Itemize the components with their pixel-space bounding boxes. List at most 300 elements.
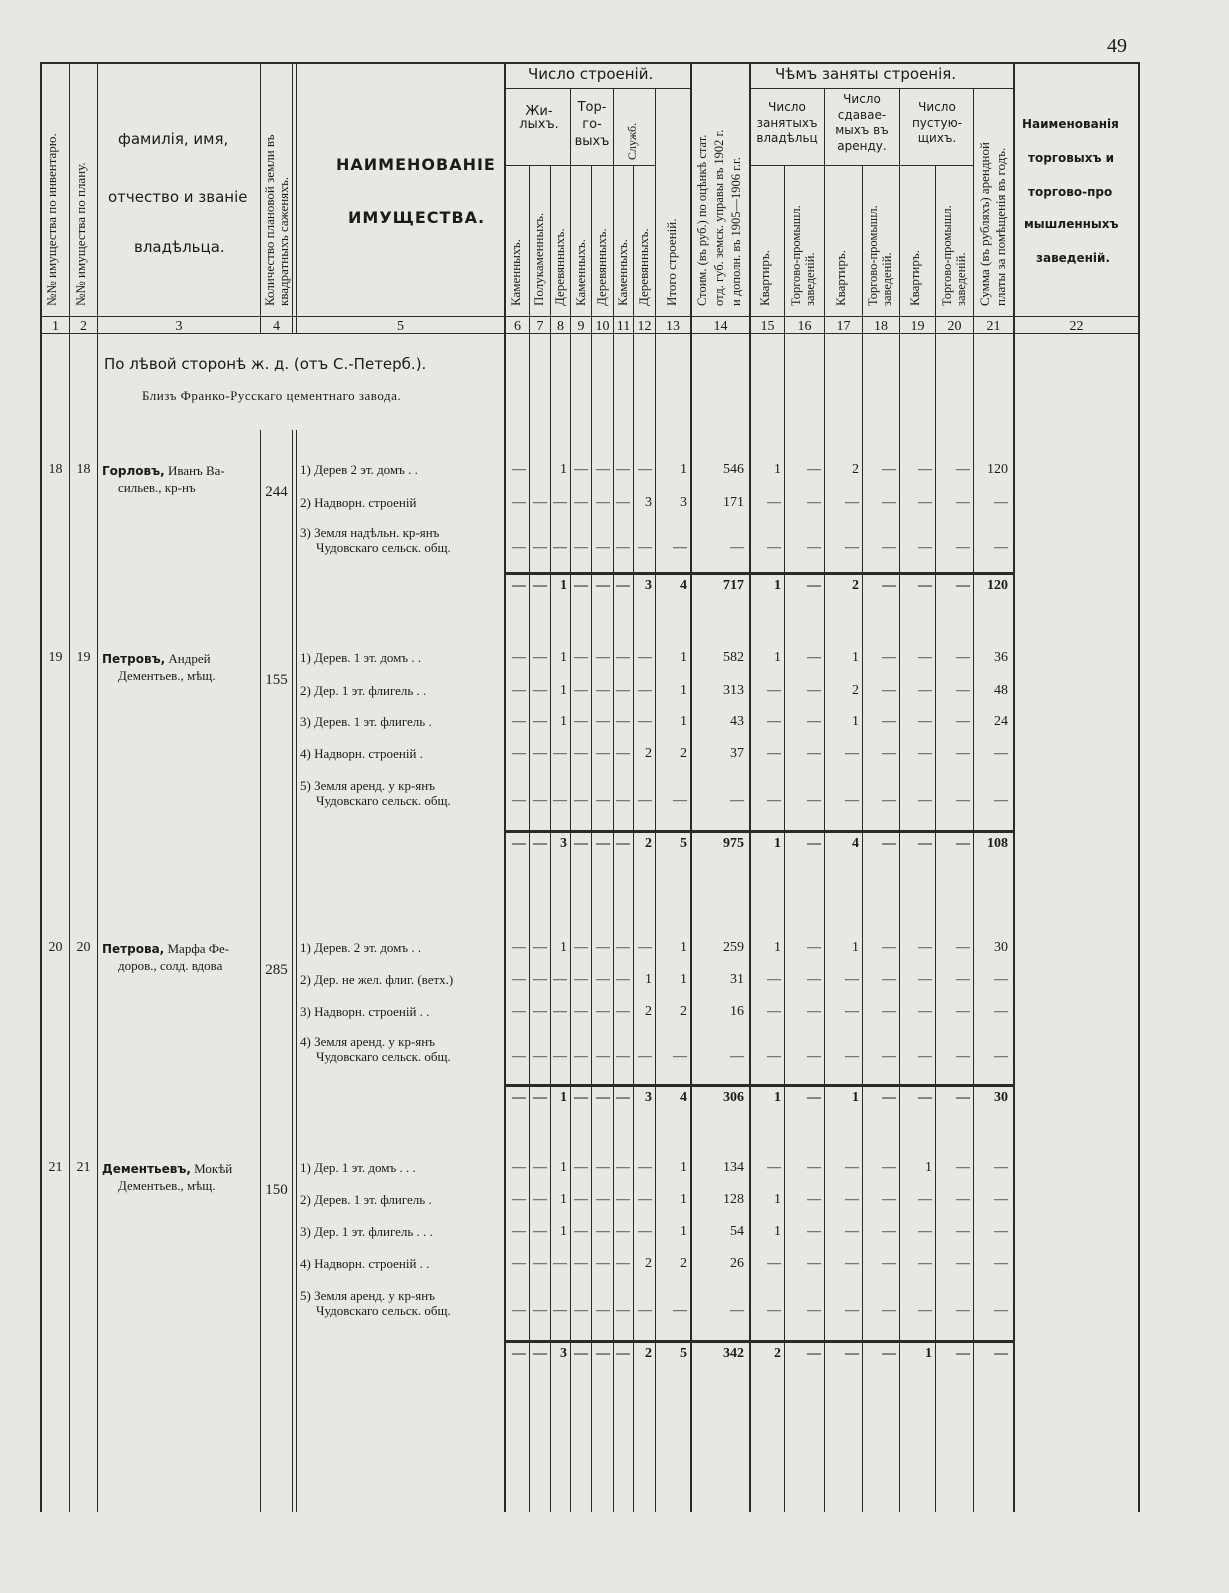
top-rule — [40, 62, 1140, 64]
cell: — — [956, 1256, 970, 1271]
total-cell: — — [807, 1346, 821, 1361]
cell: — — [553, 1004, 567, 1019]
cell: — — [596, 683, 610, 698]
total-cell: — — [882, 836, 896, 851]
total-rule — [506, 1084, 1013, 1087]
cell: — — [767, 495, 781, 510]
cell: — — [767, 972, 781, 987]
header-subrule — [749, 88, 1014, 89]
cell: 582 — [723, 650, 744, 665]
cell: 1 — [680, 462, 687, 477]
owner-name — [102, 462, 225, 480]
cell: — — [807, 793, 821, 808]
cell: — — [638, 1224, 652, 1239]
cell: — — [882, 1049, 896, 1064]
cell: — — [994, 1303, 1008, 1318]
total-cell: — — [596, 1346, 610, 1361]
header-c20: Торгово-промышл. заведеній. — [940, 205, 969, 306]
cell: — — [807, 1303, 821, 1318]
cell: — — [616, 650, 630, 665]
cell: — — [596, 1004, 610, 1019]
cell: — — [596, 972, 610, 987]
cell: 1 — [680, 683, 687, 698]
total-cell: — — [956, 836, 970, 851]
owner-status: Дементьев., мѣщ. — [118, 1178, 216, 1193]
cell: — — [553, 540, 567, 555]
cell: — — [807, 940, 821, 955]
header-group-occupied: Чѣмъ заняты строенія. — [775, 65, 957, 83]
cell: — — [596, 1049, 610, 1064]
total-cell: — — [574, 836, 588, 851]
cell: — — [730, 540, 744, 555]
cell: — — [512, 540, 526, 555]
cell: — — [845, 972, 859, 987]
header-c12: Деревянныхъ. — [636, 228, 651, 306]
cell: — — [807, 1192, 821, 1207]
cell: — — [533, 746, 547, 761]
total-cell: 1 — [774, 578, 781, 593]
property-item: 1) Дерев. 1 эт. домъ . . — [300, 650, 422, 665]
cell: — — [616, 746, 630, 761]
property-item: 2) Дер. не жел. флиг. (ветх.) — [300, 972, 454, 987]
cell: — — [574, 1160, 588, 1175]
col-line — [296, 430, 297, 1512]
cell: 1 — [774, 1192, 781, 1207]
header-c18: Торгово-промышл. заведеній. — [866, 205, 895, 306]
cell: — — [533, 1004, 547, 1019]
header-sub-owner: Число занятыхъ владѣльц — [756, 100, 818, 146]
cell: — — [512, 1224, 526, 1239]
property-item: 3) Земля надѣльн. кр-янъ — [300, 525, 440, 540]
header-sub-residential: Жи-лыхъ. — [519, 104, 559, 132]
cell: — — [845, 1160, 859, 1175]
cell: — — [673, 793, 687, 808]
header-col2: №№ имущества по плану. — [73, 162, 88, 306]
cell: — — [918, 1004, 932, 1019]
cell: 1 — [852, 650, 859, 665]
header-col3-line2: отчество и званіе — [108, 188, 248, 206]
cell: — — [845, 1049, 859, 1064]
cell: — — [994, 793, 1008, 808]
cell: 1 — [852, 940, 859, 955]
cell: — — [918, 746, 932, 761]
total-cell: — — [616, 1346, 630, 1361]
total-cell: 4 — [680, 1090, 687, 1105]
total-rule — [506, 830, 1013, 833]
inventory-number: 20 — [48, 940, 63, 955]
total-cell: — — [918, 578, 932, 593]
col-line — [296, 62, 297, 334]
col-line — [292, 430, 293, 1512]
cell: — — [512, 1004, 526, 1019]
cell: — — [512, 793, 526, 808]
total-cell: — — [807, 836, 821, 851]
cell: — — [767, 1160, 781, 1175]
cell: — — [596, 1256, 610, 1271]
cell: — — [918, 1224, 932, 1239]
total-cell: — — [616, 836, 630, 851]
property-item: 3) Надворн. строеній . . — [300, 1004, 430, 1019]
cell: 1 — [680, 650, 687, 665]
cell: — — [574, 746, 588, 761]
cell: 1 — [925, 1160, 932, 1175]
cell: — — [512, 972, 526, 987]
cell: — — [574, 495, 588, 510]
header-c6: Каменныхъ. — [508, 239, 523, 306]
cell: — — [807, 540, 821, 555]
col-line — [1013, 62, 1015, 1512]
cell: — — [730, 793, 744, 808]
property-item: 2) Дерев. 1 эт. флигель . — [300, 1192, 432, 1207]
total-cell: — — [596, 578, 610, 593]
cell: 1 — [560, 1192, 567, 1207]
total-cell: — — [574, 1346, 588, 1361]
total-cell: 1 — [560, 1090, 567, 1105]
cell: — — [574, 683, 588, 698]
cell: — — [596, 540, 610, 555]
cell: — — [845, 495, 859, 510]
cell: — — [533, 540, 547, 555]
header-col22-line4: мышленныхъ — [1024, 217, 1119, 231]
cell: — — [882, 972, 896, 987]
cell: — — [956, 714, 970, 729]
cell: — — [673, 1049, 687, 1064]
property-item: 1) Дерев. 2 эт. домъ . . — [300, 940, 422, 955]
cell: — — [616, 683, 630, 698]
cell: — — [596, 1303, 610, 1318]
section-subtitle: Близъ Франко-Русскаго цементнаго завода. — [142, 388, 402, 403]
owner-given-name: Иванъ Ва- — [164, 463, 225, 478]
cell: — — [596, 1192, 610, 1207]
total-cell: 2 — [645, 836, 652, 851]
cell: — — [574, 650, 588, 665]
cell: — — [767, 540, 781, 555]
cell: — — [553, 793, 567, 808]
cell: — — [882, 650, 896, 665]
cell: — — [638, 540, 652, 555]
cell: 2 — [852, 462, 859, 477]
cell: 1 — [560, 714, 567, 729]
total-cell: 3 — [560, 836, 567, 851]
total-cell: — — [596, 836, 610, 851]
cell: — — [596, 940, 610, 955]
cell: 1 — [645, 972, 652, 987]
cell: 2 — [645, 1256, 652, 1271]
total-cell: — — [533, 1090, 547, 1105]
cell: — — [596, 650, 610, 665]
total-cell: 3 — [645, 578, 652, 593]
total-cell: — — [956, 1090, 970, 1105]
cell: — — [512, 1192, 526, 1207]
section-title: По лѣвой сторонѣ ж. д. (отъ С.-Петерб.). — [104, 355, 427, 373]
owner-surname: Петрова, — [102, 942, 165, 956]
cell: — — [882, 793, 896, 808]
cell: — — [918, 1049, 932, 1064]
cell: — — [730, 1049, 744, 1064]
colnum: 1 — [52, 319, 59, 334]
colnum: 4 — [273, 319, 280, 334]
cell: 3 — [680, 495, 687, 510]
colnum: 11 — [616, 319, 631, 334]
property-item-cont: Чудовскаго сельск. общ. — [316, 540, 451, 555]
total-cell: 108 — [987, 836, 1008, 851]
colnum: 19 — [910, 319, 925, 334]
cell: — — [918, 495, 932, 510]
cell: — — [638, 462, 652, 477]
inventory-number: 19 — [48, 650, 63, 665]
property-item-cont: Чудовскаго сельск. общ. — [316, 1303, 451, 1318]
cell: — — [882, 495, 896, 510]
plan-number: 19 — [76, 650, 91, 665]
cell: — — [767, 1303, 781, 1318]
cell: — — [882, 940, 896, 955]
header-bottom-rule — [40, 316, 1140, 317]
cell: — — [553, 746, 567, 761]
colnum: 13 — [666, 319, 680, 334]
cell: — — [845, 1004, 859, 1019]
total-cell: 4 — [680, 578, 687, 593]
total-cell: 1 — [774, 836, 781, 851]
header-sub-empty: Число пустую-щихъ. — [911, 100, 963, 146]
cell: — — [807, 495, 821, 510]
cell: 43 — [730, 714, 744, 729]
colnum: 15 — [760, 319, 775, 334]
cell: — — [994, 1160, 1008, 1175]
total-rule — [506, 572, 1013, 575]
cell: — — [956, 540, 970, 555]
cell: — — [956, 1160, 970, 1175]
cell: 2 — [645, 746, 652, 761]
header-subrule — [504, 165, 655, 166]
header-c14-line3: и дополн. въ 1905—1906 г.г. — [729, 157, 743, 306]
total-cell: — — [616, 1090, 630, 1105]
total-cell: 2 — [774, 1346, 781, 1361]
cell: — — [553, 1303, 567, 1318]
total-cell: — — [994, 1346, 1008, 1361]
header-col1: №№ имущества по инвентарю. — [44, 133, 59, 306]
header-col4-line2: квадратныхъ саженяхъ. — [276, 176, 291, 306]
cell: — — [638, 1049, 652, 1064]
cell: — — [533, 495, 547, 510]
total-cell: 3 — [645, 1090, 652, 1105]
cell: — — [533, 1256, 547, 1271]
colnum: 14 — [713, 319, 728, 334]
property-item: 2) Дер. 1 эт. флигель . . — [300, 683, 427, 698]
land-area: 155 — [265, 672, 288, 688]
cell: — — [574, 714, 588, 729]
cell: — — [574, 1224, 588, 1239]
cell: — — [807, 1224, 821, 1239]
colnum: 5 — [397, 319, 404, 334]
cell: — — [512, 495, 526, 510]
cell: — — [918, 462, 932, 477]
cell: 259 — [723, 940, 744, 955]
inventory-number: 18 — [48, 462, 63, 477]
total-cell: — — [596, 1090, 610, 1105]
cell: 1 — [560, 1224, 567, 1239]
property-item: 4) Надворн. строеній . . — [300, 1256, 430, 1271]
total-cell: 975 — [723, 836, 744, 851]
cell: — — [616, 1004, 630, 1019]
cell: — — [882, 462, 896, 477]
total-cell: — — [574, 1090, 588, 1105]
cell: — — [956, 1224, 970, 1239]
total-cell: — — [882, 1090, 896, 1105]
cell: — — [994, 746, 1008, 761]
total-cell: — — [512, 836, 526, 851]
cell: — — [882, 1303, 896, 1318]
cell: — — [767, 1256, 781, 1271]
cell: — — [512, 650, 526, 665]
colnum: 12 — [637, 319, 652, 334]
cell: — — [512, 714, 526, 729]
header-c21-line1: Сумма (въ рубляхъ) арендной — [977, 142, 992, 306]
total-cell: 2 — [852, 578, 859, 593]
page-number: 49 — [1107, 35, 1127, 57]
cell: — — [956, 940, 970, 955]
cell: — — [533, 1224, 547, 1239]
cell: — — [767, 1049, 781, 1064]
total-cell: — — [533, 578, 547, 593]
land-area: 285 — [265, 962, 288, 978]
header-sub-service: Служб. — [625, 122, 639, 160]
plan-number: 20 — [76, 940, 91, 955]
col-line — [69, 62, 70, 1512]
cell: — — [616, 1303, 630, 1318]
header-c16: Торгово-промышл. заведеній. — [789, 205, 818, 306]
header-sub-trade: Тор-го-выхъ — [574, 100, 610, 149]
cell: — — [596, 462, 610, 477]
owner-given-name: Марфа Фе- — [164, 941, 230, 956]
cell: — — [574, 1256, 588, 1271]
header-c21-line2: платы за помѣщенія въ годъ. — [993, 147, 1008, 306]
cell: — — [574, 540, 588, 555]
col-line — [97, 62, 98, 1512]
cell: 1 — [680, 1192, 687, 1207]
total-cell: — — [574, 578, 588, 593]
property-item: 1) Дер. 1 эт. домъ . . . — [300, 1160, 416, 1175]
cell: — — [807, 714, 821, 729]
cell: — — [512, 746, 526, 761]
cell: — — [512, 1256, 526, 1271]
property-item: 5) Земля аренд. у кр-янъ — [300, 778, 435, 793]
cell: 2 — [852, 683, 859, 698]
header-sub-rented: Число сдавае-мыхъ въ аренду. — [835, 92, 889, 153]
header-col5-line1: НАИМЕНОВАНІЕ — [336, 155, 496, 174]
total-cell: 1 — [925, 1346, 932, 1361]
total-cell: — — [882, 578, 896, 593]
cell: 31 — [730, 972, 744, 987]
cell: — — [616, 940, 630, 955]
property-item: 3) Дерев. 1 эт. флигель . — [300, 714, 432, 729]
cell: — — [767, 793, 781, 808]
cell: — — [638, 714, 652, 729]
cell: 171 — [723, 495, 744, 510]
cell: — — [956, 1192, 970, 1207]
colnum: 8 — [557, 319, 564, 334]
cell: — — [533, 972, 547, 987]
colnum: 20 — [947, 319, 962, 334]
cell: — — [882, 1224, 896, 1239]
total-cell: 4 — [852, 836, 859, 851]
total-cell: 5 — [680, 1346, 687, 1361]
header-subrule — [504, 88, 691, 89]
cell: — — [512, 462, 526, 477]
property-item: 4) Надворн. строеній . — [300, 746, 423, 761]
cell: — — [807, 1256, 821, 1271]
total-rule — [506, 1340, 1013, 1343]
cell: — — [882, 540, 896, 555]
property-item-cont: Чудовскаго сельск. общ. — [316, 1049, 451, 1064]
cell: — — [638, 683, 652, 698]
cell: — — [512, 1303, 526, 1318]
cell: — — [807, 746, 821, 761]
col-line — [292, 62, 293, 334]
cell: — — [596, 1224, 610, 1239]
header-c7: Полукаменныхъ. — [531, 212, 546, 306]
cell: 1 — [560, 650, 567, 665]
cell: — — [596, 1160, 610, 1175]
property-item: 5) Земля аренд. у кр-янъ — [300, 1288, 435, 1303]
cell: — — [574, 972, 588, 987]
cell: — — [638, 1303, 652, 1318]
header-col22-line3: торгово-про — [1028, 185, 1113, 199]
cell: — — [553, 1256, 567, 1271]
cell: — — [616, 1224, 630, 1239]
cell: — — [512, 1049, 526, 1064]
cell: — — [956, 495, 970, 510]
cell: — — [845, 1224, 859, 1239]
cell: 546 — [723, 462, 744, 477]
cell: — — [616, 540, 630, 555]
cell: — — [807, 1049, 821, 1064]
total-cell: 1 — [774, 1090, 781, 1105]
cell: 1 — [852, 714, 859, 729]
cell: — — [882, 746, 896, 761]
cell: — — [533, 650, 547, 665]
cell: — — [956, 1303, 970, 1318]
header-c15: Квартиръ. — [757, 250, 772, 306]
total-cell: 3 — [560, 1346, 567, 1361]
cell: — — [882, 683, 896, 698]
property-item: 4) Земля аренд. у кр-янъ — [300, 1034, 435, 1049]
total-cell: — — [956, 578, 970, 593]
cell: — — [918, 540, 932, 555]
cell: — — [956, 972, 970, 987]
header-col3-line1: фамилія, имя, — [118, 130, 229, 148]
colnum: 16 — [797, 319, 812, 334]
cell: 134 — [723, 1160, 744, 1175]
cell: 1 — [774, 940, 781, 955]
colnum: 21 — [986, 319, 1001, 334]
total-cell: 5 — [680, 836, 687, 851]
header-c8: Деревянныхъ. — [552, 228, 567, 306]
total-cell: — — [533, 1346, 547, 1361]
cell: — — [533, 1160, 547, 1175]
header-col22-line1: Наименованія — [1022, 117, 1119, 131]
cell: — — [956, 1004, 970, 1019]
cell: — — [616, 1192, 630, 1207]
owner-name — [102, 1160, 232, 1178]
cell: 48 — [994, 683, 1008, 698]
cell: — — [596, 746, 610, 761]
cell: — — [533, 1192, 547, 1207]
cell: 2 — [645, 1004, 652, 1019]
cell: — — [574, 1303, 588, 1318]
header-subrule — [749, 165, 973, 166]
cell: — — [994, 1004, 1008, 1019]
cell: — — [638, 940, 652, 955]
